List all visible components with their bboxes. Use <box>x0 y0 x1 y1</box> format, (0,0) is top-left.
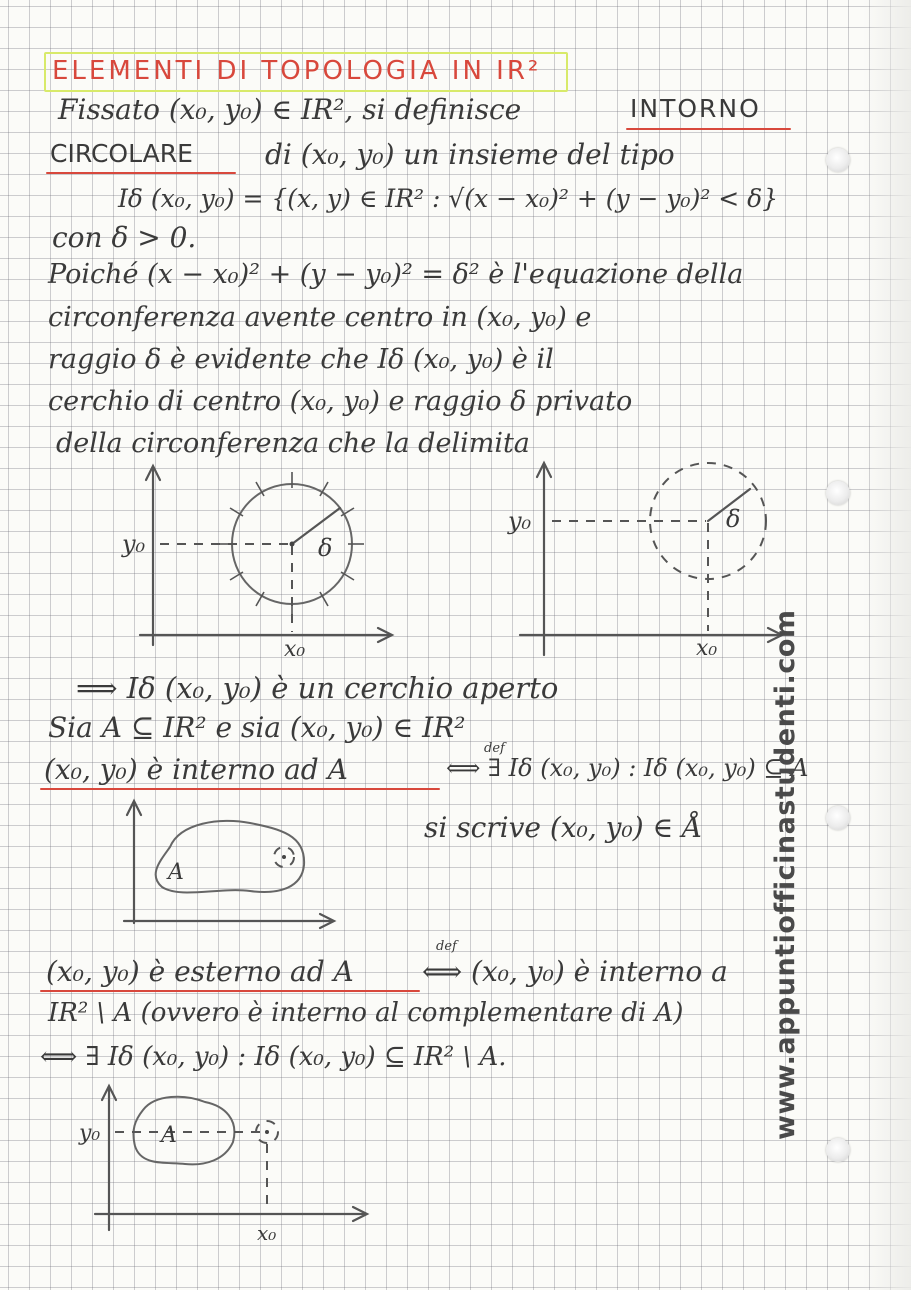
radius-line <box>292 508 340 544</box>
figure-circle-hatched <box>120 460 420 660</box>
label-y0: y₀ <box>508 507 532 535</box>
label-delta: δ <box>726 505 741 533</box>
text-line-14: ⟺ (x₀, y₀) è interno a <box>422 955 728 988</box>
binder-hole-icon <box>826 481 850 505</box>
watermark-text: www.appuntiofficinastudenti.com <box>770 609 801 1140</box>
page-margin-shade <box>863 0 911 1290</box>
keyword-circolare: CIRCOLARE <box>50 139 193 168</box>
underline-interno <box>40 788 440 790</box>
definition-esterno: (x₀, y₀) è esterno ad A <box>46 955 354 988</box>
page-title: ELEMENTI DI TOPOLOGIA IN IR² <box>52 56 542 86</box>
underline-esterno <box>40 990 420 992</box>
label-x0: x₀ <box>696 636 718 661</box>
label-y0: y₀ <box>79 1121 101 1146</box>
interior-point <box>282 855 286 859</box>
text-line-6: circonferenza avente centro in (x₀, y₀) e <box>48 302 592 333</box>
text-line-16: ⟺ ∃ Iδ (x₀, y₀) : Iδ (x₀, y₀) ⊆ IR² \ A. <box>40 1042 507 1072</box>
binder-hole-icon <box>826 1138 850 1162</box>
keyword-intorno: INTORNO <box>630 94 761 123</box>
figure-exterior-point <box>75 1080 375 1245</box>
underline-intorno <box>626 128 791 130</box>
text-line-15: IR² \ A (ovvero è interno al complementare di A) <box>48 998 684 1028</box>
text-line-10: ⟹ Iδ (x₀, y₀) è un cerchio aperto <box>76 671 559 705</box>
text-line-13: si scrive (x₀, y₀) ∈ Å <box>424 811 703 844</box>
def-label-2: def <box>436 939 457 954</box>
text-line-8: cerchio di centro (x₀, y₀) e raggio δ privato <box>48 386 633 417</box>
text-line-2: di (x₀, y₀) un insieme del tipo <box>265 138 675 171</box>
figure-circle-open <box>500 455 800 660</box>
binder-hole-icon <box>826 806 850 830</box>
text-line-11: Sia A ⊆ IR² e sia (x₀, y₀) ∈ IR² <box>48 711 466 744</box>
label-A: A <box>161 1123 177 1148</box>
text-line-7: raggio δ è evidente che Iδ (x₀, y₀) è il <box>48 344 554 375</box>
label-x0: x₀ <box>257 1221 277 1245</box>
formula-intorno: Iδ (x₀, y₀) = {(x, y) ∈ IR² : √(x − x₀)² + (y − y₀)² < δ} <box>118 184 779 213</box>
label-y0: y₀ <box>122 530 146 558</box>
underline-circolare <box>46 172 236 174</box>
label-A: A <box>168 860 184 885</box>
label-delta: δ <box>318 534 333 562</box>
text-line-12: ⟺ ∃ Iδ (x₀, y₀) : Iδ (x₀, y₀) ⊆ A <box>446 754 809 782</box>
text-line-1: Fissato (x₀, y₀) ∈ IR², si definisce <box>58 93 522 126</box>
label-x0: x₀ <box>284 637 306 662</box>
binder-hole-icon <box>826 148 850 172</box>
exterior-point <box>265 1130 269 1134</box>
figure-interior-point <box>110 795 340 935</box>
text-line-5: Poiché (x − x₀)² + (y − y₀)² = δ² è l'equazione della <box>48 259 744 290</box>
text-line-9: della circonferenza che la delimita <box>56 428 530 459</box>
def-label-1: def <box>484 741 505 756</box>
set-A-region <box>133 1097 234 1165</box>
definition-interno: (x₀, y₀) è interno ad A <box>44 753 348 786</box>
text-line-4: con δ > 0. <box>52 221 197 254</box>
center-point <box>290 542 295 547</box>
